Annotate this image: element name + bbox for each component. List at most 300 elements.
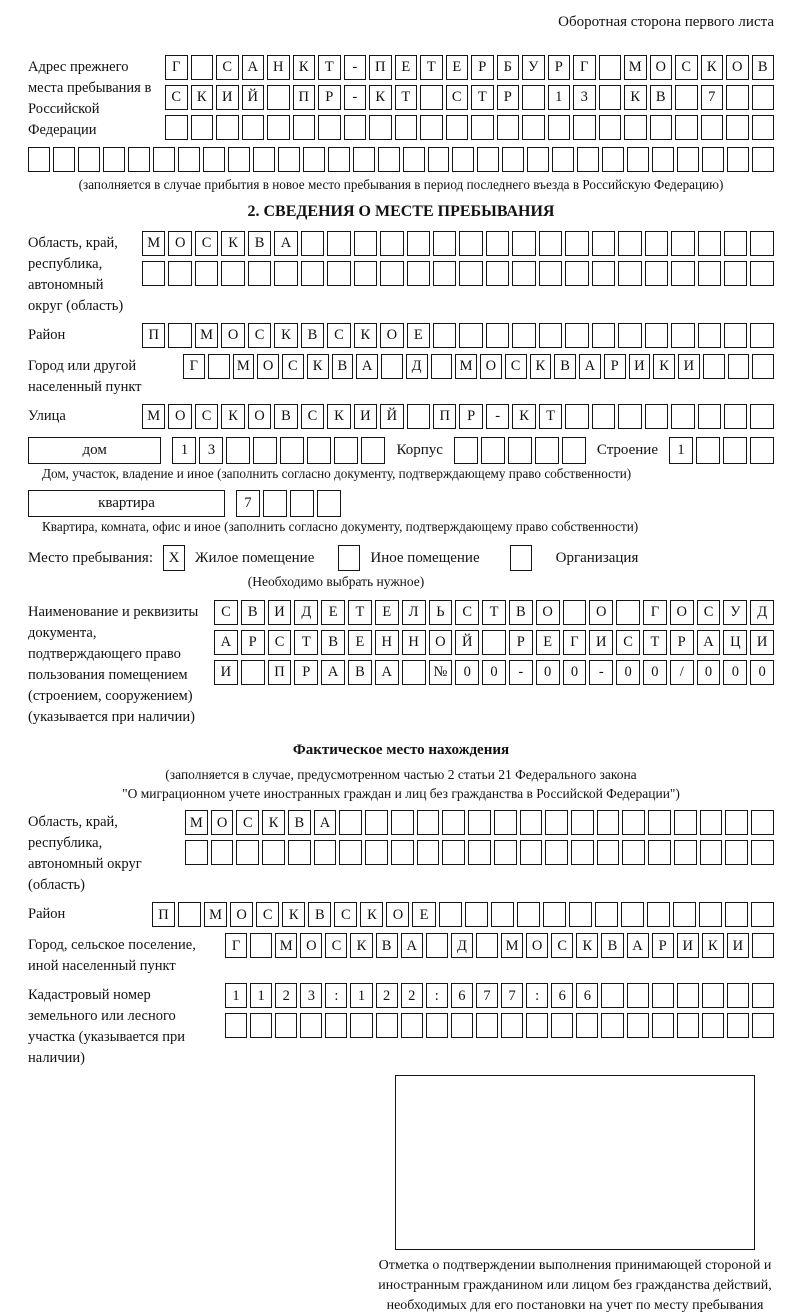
char-box[interactable]	[486, 323, 509, 348]
char-box[interactable]	[724, 261, 747, 286]
char-box[interactable]: П	[433, 404, 456, 429]
char-box[interactable]	[185, 840, 208, 865]
char-box[interactable]: О	[248, 404, 271, 429]
char-box[interactable]: 6	[451, 983, 473, 1008]
char-box[interactable]	[571, 840, 594, 865]
char-box[interactable]	[517, 902, 540, 927]
char-box[interactable]	[431, 354, 453, 379]
char-box[interactable]	[576, 1013, 598, 1038]
char-box[interactable]: 7	[501, 983, 523, 1008]
char-box[interactable]	[701, 115, 724, 140]
char-box[interactable]	[563, 600, 587, 625]
char-box[interactable]	[652, 147, 674, 172]
char-box[interactable]: 3	[573, 85, 596, 110]
char-box[interactable]	[451, 1013, 473, 1038]
char-box[interactable]: И	[268, 600, 292, 625]
char-box[interactable]: 0	[563, 660, 587, 685]
char-box[interactable]: :	[325, 983, 347, 1008]
char-box[interactable]	[195, 261, 218, 286]
char-box[interactable]	[402, 660, 426, 685]
char-box[interactable]: Р	[241, 630, 265, 655]
char-box[interactable]: М	[624, 55, 647, 80]
char-box[interactable]	[103, 147, 125, 172]
char-box[interactable]	[476, 1013, 498, 1038]
char-box[interactable]	[300, 1013, 322, 1038]
char-box[interactable]	[433, 231, 456, 256]
char-box[interactable]	[699, 902, 722, 927]
char-box[interactable]	[539, 261, 562, 286]
char-box[interactable]	[645, 261, 668, 286]
char-box[interactable]	[250, 933, 272, 958]
char-box[interactable]: Е	[321, 600, 345, 625]
char-box[interactable]	[381, 354, 403, 379]
char-box[interactable]: В	[308, 902, 331, 927]
char-box[interactable]	[750, 437, 774, 464]
char-box[interactable]	[216, 115, 239, 140]
char-box[interactable]	[491, 902, 514, 927]
char-box[interactable]: 1	[225, 983, 247, 1008]
char-box[interactable]	[602, 147, 624, 172]
char-box[interactable]: 0	[455, 660, 479, 685]
char-box[interactable]	[446, 115, 469, 140]
char-box[interactable]	[512, 231, 535, 256]
char-box[interactable]	[203, 147, 225, 172]
char-box[interactable]	[494, 810, 517, 835]
char-box[interactable]	[527, 147, 549, 172]
char-box[interactable]	[648, 810, 671, 835]
char-box[interactable]	[674, 810, 697, 835]
char-box[interactable]	[520, 840, 543, 865]
char-box[interactable]: В	[509, 600, 533, 625]
char-box[interactable]	[168, 323, 191, 348]
char-box[interactable]	[723, 437, 747, 464]
char-box[interactable]: 0	[643, 660, 667, 685]
char-box[interactable]: Д	[406, 354, 428, 379]
char-box[interactable]	[508, 437, 532, 464]
char-box[interactable]	[671, 231, 694, 256]
char-box[interactable]: Т	[643, 630, 667, 655]
char-box[interactable]: К	[530, 354, 552, 379]
char-box[interactable]: Д	[750, 600, 774, 625]
char-box[interactable]	[482, 630, 506, 655]
char-box[interactable]	[724, 323, 747, 348]
char-box[interactable]: С	[214, 600, 238, 625]
char-box[interactable]	[750, 323, 773, 348]
char-box[interactable]	[301, 261, 324, 286]
char-box[interactable]	[750, 261, 773, 286]
char-box[interactable]: 2	[275, 983, 297, 1008]
char-box[interactable]	[226, 437, 250, 464]
char-box[interactable]: Г	[643, 600, 667, 625]
char-box[interactable]	[645, 323, 668, 348]
char-box[interactable]	[228, 147, 250, 172]
char-box[interactable]	[253, 147, 275, 172]
char-box[interactable]	[211, 840, 234, 865]
char-box[interactable]: 1	[669, 437, 693, 464]
char-box[interactable]: А	[697, 630, 721, 655]
char-box[interactable]	[378, 147, 400, 172]
char-box[interactable]	[618, 404, 641, 429]
char-box[interactable]	[601, 1013, 623, 1038]
char-box[interactable]	[675, 85, 698, 110]
char-box[interactable]: 3	[199, 437, 223, 464]
char-box[interactable]	[481, 437, 505, 464]
char-box[interactable]	[208, 354, 230, 379]
char-box[interactable]	[502, 147, 524, 172]
char-box[interactable]	[618, 231, 641, 256]
char-box[interactable]: О	[670, 600, 694, 625]
char-box[interactable]	[459, 323, 482, 348]
char-box[interactable]: Т	[318, 55, 341, 80]
char-box[interactable]: М	[204, 902, 227, 927]
char-box[interactable]: :	[526, 983, 548, 1008]
char-box[interactable]	[650, 115, 673, 140]
char-box[interactable]: Т	[348, 600, 372, 625]
char-box[interactable]	[267, 115, 290, 140]
char-box[interactable]	[592, 231, 615, 256]
char-box[interactable]: Ь	[429, 600, 453, 625]
char-box[interactable]	[267, 85, 290, 110]
char-box[interactable]: Т	[395, 85, 418, 110]
char-box[interactable]	[395, 115, 418, 140]
char-box[interactable]	[486, 261, 509, 286]
char-box[interactable]: К	[327, 404, 350, 429]
char-box[interactable]	[545, 810, 568, 835]
char-box[interactable]: В	[650, 85, 673, 110]
char-box[interactable]: И	[214, 660, 238, 685]
char-box[interactable]: К	[624, 85, 647, 110]
char-box[interactable]: К	[360, 902, 383, 927]
char-box[interactable]: О	[726, 55, 749, 80]
char-box[interactable]	[262, 840, 285, 865]
char-box[interactable]	[696, 437, 720, 464]
char-box[interactable]: О	[480, 354, 502, 379]
char-box[interactable]: О	[168, 404, 191, 429]
char-box[interactable]	[459, 231, 482, 256]
char-box[interactable]	[327, 231, 350, 256]
char-box[interactable]	[280, 437, 304, 464]
char-box[interactable]	[153, 147, 175, 172]
char-box[interactable]: К	[293, 55, 316, 80]
char-box[interactable]: Р	[670, 630, 694, 655]
char-box[interactable]	[674, 840, 697, 865]
char-box[interactable]	[569, 902, 592, 927]
char-box[interactable]	[407, 231, 430, 256]
char-box[interactable]: Р	[318, 85, 341, 110]
char-box[interactable]	[627, 1013, 649, 1038]
char-box[interactable]: Й	[455, 630, 479, 655]
char-box[interactable]: С	[301, 404, 324, 429]
char-box[interactable]: Е	[348, 630, 372, 655]
char-box[interactable]: О	[526, 933, 548, 958]
char-box[interactable]: С	[236, 810, 259, 835]
char-box[interactable]	[645, 231, 668, 256]
char-box[interactable]	[752, 85, 775, 110]
char-box[interactable]	[471, 115, 494, 140]
char-box[interactable]	[700, 810, 723, 835]
char-box[interactable]	[361, 437, 385, 464]
char-box[interactable]	[334, 437, 358, 464]
char-box[interactable]	[452, 147, 474, 172]
char-box[interactable]: С	[455, 600, 479, 625]
char-box[interactable]	[501, 1013, 523, 1038]
char-box[interactable]: Е	[446, 55, 469, 80]
char-box[interactable]	[369, 115, 392, 140]
char-box[interactable]: Н	[267, 55, 290, 80]
char-box[interactable]: Е	[395, 55, 418, 80]
char-box[interactable]	[727, 147, 749, 172]
char-box[interactable]	[522, 115, 545, 140]
char-box[interactable]	[128, 147, 150, 172]
char-box[interactable]: С	[327, 323, 350, 348]
char-box[interactable]: А	[214, 630, 238, 655]
char-box[interactable]	[552, 147, 574, 172]
char-box[interactable]	[365, 840, 388, 865]
char-box[interactable]: Р	[471, 55, 494, 80]
char-box[interactable]: О	[230, 902, 253, 927]
char-box[interactable]	[675, 115, 698, 140]
char-box[interactable]: Т	[539, 404, 562, 429]
char-box[interactable]: 0	[697, 660, 721, 685]
char-box[interactable]	[339, 810, 362, 835]
char-box[interactable]	[616, 600, 640, 625]
char-box[interactable]	[428, 147, 450, 172]
char-box[interactable]: О	[300, 933, 322, 958]
char-box[interactable]	[751, 902, 774, 927]
char-box[interactable]: 0	[616, 660, 640, 685]
char-box[interactable]	[565, 261, 588, 286]
char-box[interactable]	[750, 231, 773, 256]
char-box[interactable]	[752, 115, 775, 140]
char-box[interactable]: 1	[172, 437, 196, 464]
char-box[interactable]: С	[675, 55, 698, 80]
char-box[interactable]	[426, 933, 448, 958]
char-box[interactable]	[520, 810, 543, 835]
char-box[interactable]	[178, 902, 201, 927]
char-box[interactable]: П	[293, 85, 316, 110]
char-box[interactable]	[648, 840, 671, 865]
char-box[interactable]: Р	[294, 660, 318, 685]
char-box[interactable]	[439, 902, 462, 927]
char-box[interactable]	[288, 840, 311, 865]
char-box[interactable]	[621, 902, 644, 927]
char-box[interactable]: А	[274, 231, 297, 256]
char-box[interactable]	[417, 840, 440, 865]
char-box[interactable]	[703, 354, 725, 379]
char-box[interactable]: 7	[476, 983, 498, 1008]
char-box[interactable]: В	[288, 810, 311, 835]
char-box[interactable]	[442, 810, 465, 835]
char-box[interactable]: С	[446, 85, 469, 110]
char-box[interactable]: П	[369, 55, 392, 80]
char-box[interactable]	[551, 1013, 573, 1038]
char-box[interactable]: К	[702, 933, 724, 958]
char-box[interactable]: 0	[723, 660, 747, 685]
char-box[interactable]	[165, 115, 188, 140]
char-box[interactable]: В	[248, 231, 271, 256]
char-box[interactable]: М	[275, 933, 297, 958]
char-box[interactable]: К	[221, 231, 244, 256]
char-box[interactable]: П	[152, 902, 175, 927]
char-box[interactable]	[627, 983, 649, 1008]
char-box[interactable]: С	[268, 630, 292, 655]
char-box[interactable]: О	[221, 323, 244, 348]
char-box[interactable]: К	[350, 933, 372, 958]
char-box[interactable]: 0	[536, 660, 560, 685]
char-box[interactable]: -	[344, 85, 367, 110]
char-box[interactable]	[468, 810, 491, 835]
char-box[interactable]: М	[501, 933, 523, 958]
char-box[interactable]	[725, 840, 748, 865]
char-box[interactable]: М	[142, 404, 165, 429]
char-box[interactable]	[407, 404, 430, 429]
char-box[interactable]: П	[142, 323, 165, 348]
char-box[interactable]: С	[325, 933, 347, 958]
char-box[interactable]: 2	[376, 983, 398, 1008]
char-box[interactable]	[354, 231, 377, 256]
char-box[interactable]: Б	[497, 55, 520, 80]
char-box[interactable]	[401, 1013, 423, 1038]
char-box[interactable]: С	[551, 933, 573, 958]
char-box[interactable]	[250, 1013, 272, 1038]
char-box[interactable]	[307, 437, 331, 464]
char-box[interactable]: -	[486, 404, 509, 429]
char-box[interactable]: -	[509, 660, 533, 685]
char-box[interactable]: В	[554, 354, 576, 379]
char-box[interactable]	[597, 810, 620, 835]
char-box[interactable]	[698, 323, 721, 348]
char-box[interactable]: С	[195, 404, 218, 429]
char-box[interactable]: Т	[482, 600, 506, 625]
char-box[interactable]: Е	[375, 600, 399, 625]
char-box[interactable]	[618, 261, 641, 286]
char-box[interactable]	[545, 840, 568, 865]
char-box[interactable]: О	[429, 630, 453, 655]
char-box[interactable]	[468, 840, 491, 865]
char-box[interactable]: И	[677, 933, 699, 958]
char-box[interactable]: С	[334, 902, 357, 927]
char-box[interactable]	[191, 55, 214, 80]
char-box[interactable]: И	[354, 404, 377, 429]
char-box[interactable]: Т	[471, 85, 494, 110]
char-box[interactable]: Е	[536, 630, 560, 655]
char-box[interactable]: К	[354, 323, 377, 348]
char-box[interactable]	[354, 261, 377, 286]
char-box[interactable]: 7	[236, 490, 260, 517]
char-box[interactable]	[571, 810, 594, 835]
char-box[interactable]: М	[455, 354, 477, 379]
char-box[interactable]	[548, 115, 571, 140]
char-box[interactable]: О	[536, 600, 560, 625]
char-box[interactable]	[317, 490, 341, 517]
char-box[interactable]	[727, 983, 749, 1008]
char-box[interactable]	[426, 1013, 448, 1038]
char-box[interactable]: В	[321, 630, 345, 655]
char-box[interactable]: В	[348, 660, 372, 685]
char-box[interactable]: О	[257, 354, 279, 379]
char-box[interactable]	[433, 261, 456, 286]
char-box[interactable]: 1	[250, 983, 272, 1008]
char-box[interactable]: В	[301, 323, 324, 348]
char-box[interactable]: У	[723, 600, 747, 625]
char-box[interactable]	[751, 810, 774, 835]
char-box[interactable]	[78, 147, 100, 172]
char-box[interactable]	[380, 261, 403, 286]
char-box[interactable]	[622, 810, 645, 835]
char-box[interactable]	[433, 323, 456, 348]
char-box[interactable]	[622, 840, 645, 865]
char-box[interactable]	[592, 323, 615, 348]
char-box[interactable]	[380, 231, 403, 256]
char-box[interactable]: Г	[165, 55, 188, 80]
char-box[interactable]	[290, 490, 314, 517]
char-box[interactable]: Р	[652, 933, 674, 958]
char-box[interactable]: С	[282, 354, 304, 379]
char-box[interactable]: 6	[576, 983, 598, 1008]
char-box[interactable]	[647, 902, 670, 927]
char-box[interactable]	[698, 404, 721, 429]
char-box[interactable]	[752, 147, 774, 172]
char-box[interactable]: Г	[573, 55, 596, 80]
char-box[interactable]	[327, 261, 350, 286]
char-box[interactable]	[344, 115, 367, 140]
char-box[interactable]: Н	[402, 630, 426, 655]
char-box[interactable]	[573, 115, 596, 140]
char-box[interactable]	[599, 85, 622, 110]
char-box[interactable]	[702, 983, 724, 1008]
char-box[interactable]	[577, 147, 599, 172]
char-box[interactable]: Т	[420, 55, 443, 80]
char-box[interactable]	[673, 902, 696, 927]
char-box[interactable]: К	[221, 404, 244, 429]
char-box[interactable]	[618, 323, 641, 348]
house-type-box[interactable]: дом	[28, 437, 161, 464]
char-box[interactable]	[459, 261, 482, 286]
char-box[interactable]: :	[426, 983, 448, 1008]
char-box[interactable]	[539, 323, 562, 348]
char-box[interactable]: 7	[701, 85, 724, 110]
char-box[interactable]: В	[752, 55, 775, 80]
char-box[interactable]: В	[274, 404, 297, 429]
char-box[interactable]	[677, 983, 699, 1008]
char-box[interactable]	[677, 147, 699, 172]
char-box[interactable]	[597, 840, 620, 865]
char-box[interactable]: Р	[459, 404, 482, 429]
char-box[interactable]: 3	[300, 983, 322, 1008]
char-box[interactable]: А	[401, 933, 423, 958]
char-box[interactable]	[671, 261, 694, 286]
char-box[interactable]: №	[429, 660, 453, 685]
char-box[interactable]: Й	[380, 404, 403, 429]
char-box[interactable]	[420, 85, 443, 110]
char-box[interactable]	[278, 147, 300, 172]
char-box[interactable]: С	[216, 55, 239, 80]
char-box[interactable]: /	[670, 660, 694, 685]
char-box[interactable]	[592, 261, 615, 286]
char-box[interactable]: 2	[401, 983, 423, 1008]
char-box[interactable]: 1	[350, 983, 372, 1008]
char-box[interactable]: -	[589, 660, 613, 685]
checkbox-other-premises[interactable]	[338, 545, 360, 571]
char-box[interactable]: Д	[451, 933, 473, 958]
char-box[interactable]	[242, 115, 265, 140]
char-box[interactable]	[750, 404, 773, 429]
char-box[interactable]: К	[191, 85, 214, 110]
char-box[interactable]: У	[522, 55, 545, 80]
char-box[interactable]: 0	[482, 660, 506, 685]
char-box[interactable]	[417, 810, 440, 835]
char-box[interactable]: Г	[563, 630, 587, 655]
